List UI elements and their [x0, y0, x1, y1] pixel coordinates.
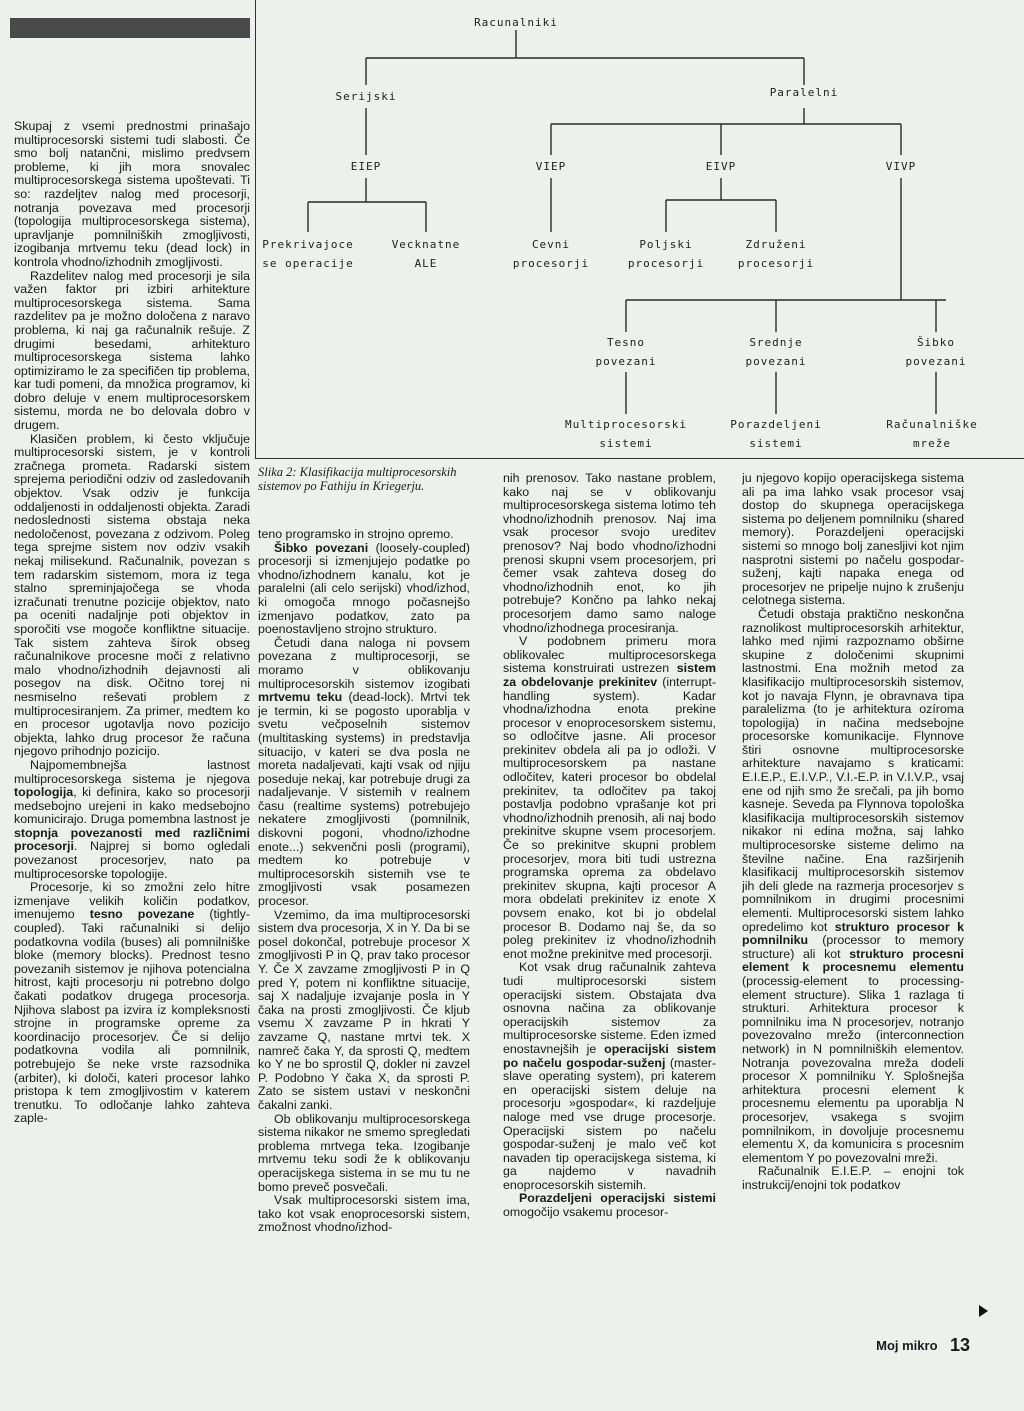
paragraph: ju njegovo kopijo operacijskega sistema ali pa ima lahko vsak procesor vsaj dostop do skupnega operacijskega sistema po deljenem pomnilniku (shared memory). Porazdeljeni operacijski sistemi so mnogo bolj zanesljivi kot njim nasprotni sistemi po načelu gospodar-suženj, kajti napaka enega od procesorjev ne pripelje nujno k zrušenju celotnega sistema. [742, 472, 964, 608]
text-column-3 [503, 472, 716, 1328]
node-eiep: EIEP [350, 160, 382, 173]
magazine-name: Moj mikro [876, 1338, 938, 1353]
paragraph: teno programsko in strojno opremo. [258, 528, 454, 541]
paragraph: nih prenosov. Tako nastane problem, kako naj se v oblikovanju multiprocesorskega sistema lotimo teh vhodno/izhodnih prenosov. Naj ima vsak procesor svojo ureditev prenosov? Naj bodo vhodno/izhodni prenosi skupni vsem procesorjem, pri čemer vsak zahteva doseg do vhodno/izhodnih enot, ko jih potrebuje? Končno pa lahko nekaj procesorjem damo samo naloge vhodno/izhodnega procesiranja. [503, 472, 716, 635]
paragraph: Kot vsak drug računalnik zahteva tudi multiprocesorski sistem operacijski sistem. Obstajata dva osnovna načina za oblikovanje operacijskih sistemov za multiprocesorske sisteme. Eden izmed enostavnejših je operacijski sistem po načelu gospodar-suženj (master-slave operating system), pri katerem en operacijski sistem deluje na procesorju »gospodar«, ki razdeljuje naloge med vse druge procesorje. Operacijski sistem po načelu gospodar-suženj je malo več kot navaden tip operacijskega sistema, ki ga najdemo v navadnih enoprocesorskih sistemih. [503, 960, 716, 1192]
node-prekrivajoce: Prekrivajoce se operacije [262, 238, 354, 270]
paragraph: Ob oblikovanju multiprocesorskega sistema nikakor ne smemo spregledati problema mrtvega teka. Izogibanje mrtvemu teku sodi že k oblikovanju operacijskega sistema in se mu tu ne bomo prevеč posvečali. [258, 1111, 470, 1194]
header-bar [10, 18, 250, 38]
node-tesno: Tesno povezani [595, 336, 657, 368]
figure-caption: Slika 2: Klasifikacija multiprocesorskih sistemov po Fathiju in Kriegerju. [258, 465, 457, 493]
node-porazdeljeni: Porazdeljeni sistemi [730, 418, 822, 450]
paragraph: Računalnik E.I.E.P. – enojni tok instrukcij/enojni tok podatkov [742, 1164, 964, 1192]
paragraph: Vzemimo, da ima multiprocesorski sistem dva procesorja, X in Y. Da bi se posel dokončal, potrebuje procesor X zmogljivosti P in Q, prav tako procesor Y. Če X zavzame zmogljivosti P in Q pred Y, potem ni konfliktne situacije, saj X nadaljuje izvajanje posla in Y čaka na prosti zmogljivosti. Če kljub vsemu X zavzame P in hkrati Y zavzame Q, nastane mrtvi tek. X namreč čaka Y, da sprosti Q, medtem ko Y ne bo sprostil Q, dokler ni zavzel P. Podobno Y čaka X, da sprosti P. Zato se sistem ustavi v neskončni čakalni zanki. [258, 907, 470, 1112]
node-multiprocesorski: Multiprocesorski sistemi [565, 418, 687, 450]
paragraph: Porazdeljeni operacijski sistemi omogočijo vsakemu procesor- [503, 1191, 716, 1220]
paragraph: Vsak multiprocesorski sistem ima, tako kot vsak enoprocesorski sistem, zmožnost vhodno/izhod- [258, 1193, 470, 1235]
node-paralelni: Paralelni [769, 86, 839, 99]
node-racunalniki: Racunalniki [474, 16, 558, 29]
text-column-2 [258, 528, 470, 1328]
node-eivp: EIVP [705, 160, 737, 173]
node-racunalniske: Računalniške mreže [886, 418, 978, 450]
page-number: 13 [949, 1335, 970, 1355]
node-sibko: Šibko povezani [905, 336, 967, 368]
paragraph: Skupaj z vsemi prednostmi prinašajo multiprocesorski sistemi tudi slabosti. Če smo bolj natančni, mislimo predvsem probleme, ki jih mora snovalec multiprocesorskega sistema upoštevati. Ti so: razdeljtev nalog med procesorji, notranja povezava med procesorji (topologija multiprocesorskega sistema), upravljanje pomnilniških zmogljivosti, izogibanja mrtvemu teku (dead lock) in kontrola vhodno/izhodnih zmogljivosti. [14, 120, 250, 269]
paragraph: Najpomembnejša lastnost multiprocesorskega sistema je njegova topologija, ki definira, kako so procesorji medsebojno urejeni in kako medsebojno komunicirajo. Druga pomembna lastnost je stopnja povezanosti med različnimi procesorji. Najprej si bomo ogledali povezanost procesorjev, nato pa multiprocesorske topologije. [14, 757, 250, 881]
classification-diagram [255, 0, 1024, 459]
paragraph: Razdelitev nalog med procesorji je sila važen faktor pri izbiri arhitekture multiprocesorskega sistema. Sama razdelitev pa je možno določena z naravo problema, ki naj ga računalnik rešuje. Z drugimi besedami, arhitekturo multiprocesorskega sistema lahko optimiziramo le za specifičen tip problema, kar tudi pomeni, da množica programov, ki dobro deluje v enem multiprocesorskem sistemu, morda ne bo delovala dobro v drugem. [14, 268, 250, 433]
paragraph: Klasičen problem, ki često vključuje multiprocesorski sistem, je v kontroli zračnega prometa. Radarski sistem sprejema periodični odziv od zasledovanih objektov. Vsak odziv je funkcija oddaljenosti in oddaljenosti objekta. Zaradi nedoslednosti sistema obstaja neka nedoločenost, povezana z odzivom. Poleg tega sprejme sistem nov odziv vsakih nekaj milisekund. Računalnik, povezan s tem radarskim sistemom, mora iz tega stalno spreminjajočega se vhoda izračunati trenutne pozicije objektov, nato pa oceniti nadaljnje poti objektov in sporočiti vse mogoče konfliktne situacije. Tak sistem zahteva širok obseg računalnikove procesne moči z relativno malo vhodno/izhodnih dejavnosti ali posegov na disk. Očitno torej ni nesmiselno reševati problem z multiprocesiranjem. Za primer, medtem ko en procesor ugotavlja novo pozicijo objekta, lahko drug procesor že računa njegovo prihodnjo pozicijo. [14, 431, 250, 759]
paragraph: V podobnem primeru mora oblikovalec multiprocesorskega sistema konstruirati ustrezen sistem za obdelovanje prekinitev (interrupt-handling system). Kadar vhodna/izhodna enota prekine procesor v enoprocesorskem sistemu, so odločitve jasne. Ali procesor prekinitev obdela ali pa jo odloži. V multiprocesorskem pa nastane odločitev, kateri procesor bo obdelal prekinitev, ta odločitev pa takoj postavlja podobno vprašanje kot pri vhodno/izhodnih prenosih, ali naj bodo prekinitve skupne vsem procesorjem. Če so prekinitve skupni problem procesorjev, mora biti tudi ustrezna programska oprema za obdelavo prekinitev skupna, kajti procesor A mora obdelati prekinitev iz enote X povsem enako, kot bi jo obdelal procesor B. Dodamo naj še, da so poleg prekinitev iz vhodno/izhodnih enot možne prekinitve med procesorji. [503, 634, 716, 961]
paragraph: Četudi obstaja praktično neskončna raznolikost multiprocesorskih arhitektur, lahko med njimi razpoznamo obširne skupine z določenimi skupnimi lastnostmi. Ena možnih metod za klasifikacijo multiprocesorskih sistemov, kot jo navaja Flynn, je obravnava tipa paralelizma (to je arhitektura ozíroma topologija) in načina medsebojne procesorske komunikacije. Flynnove štiri osnovne multiprocesorske arhitekture navajamo s kraticami: E.I.E.P., E.I.V.P., V.I.-E.P. in V.I.V.P., vsaj ene od njih smo že srečali, pa jih bomo kasneje. Seveda pa Flynnova topološka klasifikacija multiprocesorskih sistemov nikakor ni edina možna, saj lahko multiprocesorske sisteme delimo na številne načine. Ena razširjenih klasifikacij multiprocesorskih sistemov jih deli glede na razmerja procesorjev s pomnilnikom in drugimi procesnimi elementi. Multiprocesorski sistem lahko opredelimo kot strukturo procesor k pomnilniku (processor to memory structure) ali kot strukturo procesni element k procesnemu elementu (processig-element to processing-element structure). Slika 1 razlaga ti strukturi. Arhitektura procesor k pomnilniku ima N procesorjev, notranjo povezovalno mrežo (interconnection network) in N pomnilniških elementov. Notranja povezovalna mreža dodeli procesor X pomnilniku Y. Splošnejša arhitektura procesni element k procesnemu elementu pa uporablja N procesorjev, vsakega s svojim pomnilnikom, in dovoljuje procesnemu elementu X, da komunicira s procesnim elementom Y po povezovalni mreži. [742, 606, 964, 1165]
node-poljski: Poljski procesorji [627, 238, 705, 270]
paragraph: Šibko povezani (loosely-coupled) procesorji si izmenjujejo podatke po vhodno/izhodnem kanalu, kot je paralelni (ali celo serijski) vhod/izhod, ki omogoča mnogo počasnejšo izmenjavo podatkov, zato pa poenostavljeno strojno strukturo. [258, 540, 470, 637]
node-srednje: Srednje povezani [745, 336, 807, 368]
page-footer [876, 1335, 970, 1356]
node-vivp: VIVP [885, 160, 917, 173]
paragraph: Procesorje, ki so zmožni zelo hitre izmenjave velikih količin podatkov, imenujemo tesno povezane (tightly-coupled). Taki računalniki si delijo podatkovna vodila (buses) ali pomnilniške bloke (memory blocks). Prednost tesno povezanih sistemov je njihova potencialna hitrost, kajti procesorju ni potrebno dolgo čakati podatkov drugega procesorja. Njihova slabost pa izvira iz kompleksnosti strojne in programske opreme za koordinacijo procesorjev. Če si delijo podatkovna vodila ali pomnilnik, potrebujejo še neke vrste razsodnika (arbiter), ki določi, kateri procesor lahko pristopa k tem zmogljivostim v katerem trenutku. To odločanje lahko zahteva zaple- [14, 880, 250, 1126]
node-zdruzeni: Združeni procesorji [737, 238, 815, 270]
paragraph: Četudi dana naloga ni povsem povezana z multiprocesorji, se moramo v oblikovanju multiprocesorskih sistemov izogibati mrtvemu teku (dead-lock). Mrtvi tek je termin, ki se pogosto uporablja v svetu večposelnih sistemov (multitasking systems) in predstavlja situacijo, v kateri se dva posla ne moreta nadaljevati, kajti vsak od njiju poseduje nekaj, kar potrebuje drugi za nadaljevanje. V sistemih v realnem času (realtime systems) potrebujejo nekatere zmogljivosti (pomnilnik, diskovni pogoni, vhodno/izhodne enote...) sekvenčni posli (programi), medtem ko potrebuje v multiprocesorskih sistemih vse te zmogljivosti vsak posamezen procesor. [258, 635, 470, 909]
node-serijski: Serijski [335, 90, 397, 103]
node-viep: VIEP [535, 160, 567, 173]
text-column-1 [14, 120, 250, 1300]
node-cevni: Cevni procesorji [512, 238, 590, 270]
diagram-lines [256, 0, 1024, 458]
text-column-4 [742, 472, 964, 1328]
node-vecknatne: Vecknatne ALE [391, 238, 461, 270]
continue-arrow-icon [979, 1305, 988, 1317]
